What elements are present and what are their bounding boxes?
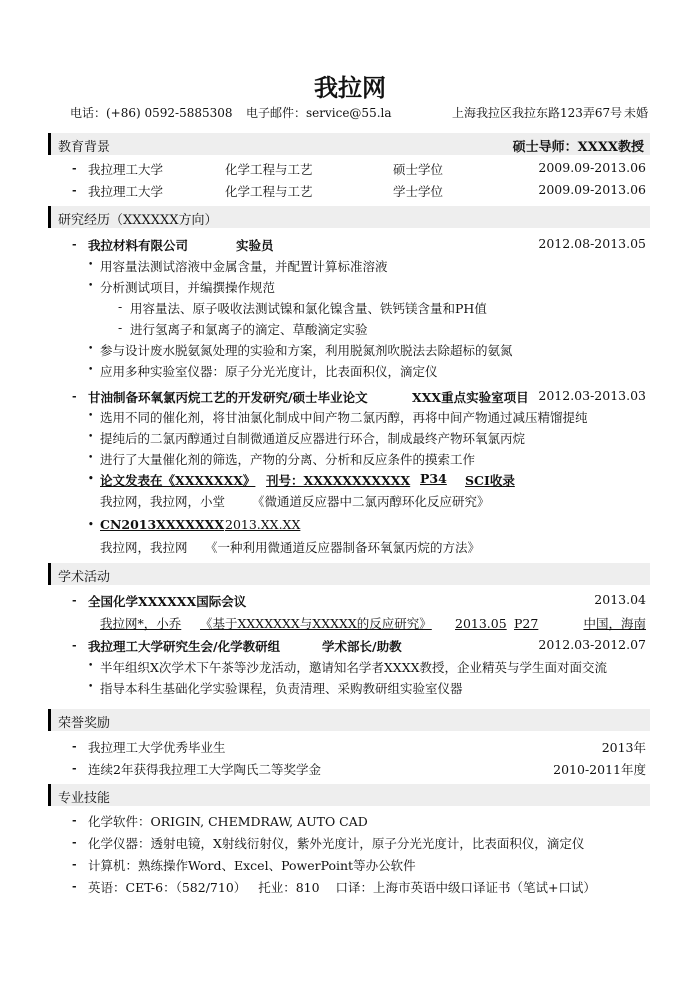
dash-bullet: -	[72, 184, 77, 197]
dash-bullet: -	[72, 162, 77, 175]
dot-bullet: •	[88, 281, 94, 291]
edu-major: 化学工程与工艺	[225, 184, 313, 199]
section-title: 研究经历（XXXXXX方向）	[58, 213, 218, 228]
dash-bullet: -	[72, 740, 77, 753]
club-bullet: 指导本科生基础化学实验课程，负责清理、采购教研组实验室仪器	[100, 681, 463, 696]
exp-bullet: 应用多种实验室仪器：原子分光光度计，比表面积仪，滴定仪	[100, 364, 438, 379]
skill-item: 化学软件：ORIGIN, CHEMDRAW, AUTO CAD	[88, 814, 368, 829]
edu-school: 我拉理工大学	[88, 184, 164, 199]
dot-bullet: •	[88, 453, 94, 463]
conf-name: 全国化学XXXXXX国际会议	[88, 594, 247, 609]
honor-date: 2010-2011年度	[553, 762, 646, 777]
dash-bullet: -	[72, 390, 77, 403]
dot-bullet: •	[88, 411, 94, 421]
exp-role: 实验员	[236, 238, 274, 253]
club-bullet: 半年组织X次学术下午茶等沙龙活动，邀请知名学者XXXX教授，企业精英与学生面对面交流	[100, 660, 607, 675]
dot-bullet: •	[88, 432, 94, 442]
skill-item: 计算机：熟练操作Word、Excel、PowerPoint等办公软件	[88, 858, 416, 873]
dot-bullet: •	[88, 661, 94, 671]
club-name: 我拉理工大学研究生会/化学教研组	[88, 639, 281, 654]
dot-bullet: •	[88, 365, 94, 375]
dash-bullet: -	[72, 858, 77, 871]
section-title: 学术活动	[58, 570, 111, 585]
dot-bullet: •	[88, 260, 94, 270]
conf-place: 中国，海南	[583, 616, 646, 631]
exp2-lab: XXX重点实验室项目	[412, 390, 529, 405]
exp-bullet: 用容量法测试溶液中金属含量，并配置计算标准溶液	[100, 259, 388, 274]
honor-text: 连续2年获得我拉理工大学陶氏二等奖学金	[88, 762, 321, 777]
edu-major: 化学工程与工艺	[225, 162, 313, 177]
section-skills	[48, 784, 650, 806]
pub-issue: 刊号：XXXXXXXXXXX	[266, 473, 411, 488]
section-title: 教育背景	[58, 140, 111, 155]
section-research	[48, 206, 650, 228]
section-honors	[48, 709, 650, 731]
conf-paper: 《基于XXXXXXX与XXXXX的反应研究》	[200, 616, 432, 631]
pub-journal: 论文发表在《XXXXXXX》	[100, 473, 256, 488]
advisor-text: 硕士导师：XXXX教授	[512, 140, 644, 155]
edu-date: 2009.09-2013.06	[538, 182, 646, 197]
club-role: 学术部长/助教	[322, 639, 402, 654]
exp-bullet: 分析测试项目，并编撰操作规范	[100, 280, 276, 295]
exp2-bullet: 提纯后的二氯丙醇通过自制微通道反应器进行环合，制成最终产物环氧氯丙烷	[100, 431, 526, 446]
section-title: 专业技能	[58, 791, 111, 806]
patent-date: 2013.XX.XX	[225, 517, 301, 532]
edu-degree: 学士学位	[393, 184, 444, 199]
exp-subbullet: 用容量法、原子吸收法测试镍和氯化镍含量、铁钙镁含量和PH值	[130, 301, 487, 316]
section-academic	[48, 563, 650, 585]
dot-bullet: •	[88, 520, 94, 530]
exp-date: 2012.08-2013.05	[538, 236, 646, 251]
phone-text: 电话：(+86) 0592-5885308	[70, 106, 233, 120]
skill-item: 英语：CET-6：（582/710） 托业：810 口译：上海市英语中级口译证书（笔试+口试）	[88, 880, 596, 895]
dash-bullet: -	[72, 814, 77, 827]
conf-page: P27	[514, 616, 539, 631]
exp-subbullet: 进行氢离子和氯离子的滴定、草酸滴定实验	[130, 322, 368, 337]
section-title: 荣誉奖励	[58, 716, 111, 731]
edu-date: 2009.09-2013.06	[538, 160, 646, 175]
exp2-date: 2012.03-2013.03	[538, 388, 646, 403]
address-text: 上海我拉区我拉东路123弄67号	[452, 106, 623, 120]
honor-date: 2013年	[601, 740, 646, 755]
dash-bullet: -	[72, 836, 77, 849]
conf-authors: 我拉网*，小乔	[100, 616, 182, 631]
section-education	[48, 133, 650, 155]
conf-date: 2013.04	[594, 592, 646, 607]
dash-bullet: -	[118, 320, 123, 335]
exp2-title: 甘油制备环氧氯丙烷工艺的开发研究/硕士毕业论文	[88, 390, 368, 405]
patent-title: 《一种利用微通道反应器制备环氧氯丙烷的方法》	[205, 540, 481, 555]
skill-item: 化学仪器：透射电镜，X射线衍射仪，紫外光度计，原子分光光度计，比表面积仪，滴定仪	[88, 836, 585, 851]
pub-authors: 我拉网，我拉网，小堂	[100, 494, 226, 509]
dash-bullet: -	[72, 594, 77, 607]
email-text: 电子邮件：service@55.la	[246, 106, 392, 120]
dot-bullet: •	[88, 682, 94, 692]
patent-number: CN2013XXXXXXX	[100, 517, 225, 532]
patent-authors: 我拉网，我拉网	[100, 540, 188, 555]
dash-bullet: -	[72, 880, 77, 893]
honor-text: 我拉理工大学优秀毕业生	[88, 740, 226, 755]
dot-bullet: •	[88, 344, 94, 354]
resume-name: 我拉网	[314, 73, 386, 102]
pub-page: P34	[420, 471, 447, 486]
dot-bullet: •	[88, 474, 94, 484]
pub-title: 《微通道反应器中二氯丙醇环化反应研究》	[252, 494, 490, 509]
edu-degree: 硕士学位	[393, 162, 444, 177]
exp2-bullet: 选用不同的催化剂，将甘油氯化制成中间产物二氯丙醇，再将中间产物通过减压精馏提纯	[100, 410, 588, 425]
club-date: 2012.03-2012.07	[538, 637, 646, 652]
dash-bullet: -	[72, 639, 77, 652]
marital-text: 未婚	[624, 106, 649, 120]
conf-paper-date: 2013.05	[455, 616, 507, 631]
dash-bullet: -	[118, 299, 123, 314]
dash-bullet: -	[72, 762, 77, 775]
dash-bullet: -	[72, 238, 77, 251]
exp-bullet: 参与设计废水脱氨氮处理的实验和方案，利用脱氮剂吹脱法去除超标的氨氮	[100, 343, 513, 358]
pub-sci: SCI收录	[465, 473, 515, 488]
edu-school: 我拉理工大学	[88, 162, 164, 177]
exp2-bullet: 进行了大量催化剂的筛选，产物的分离、分析和反应条件的摸索工作	[100, 452, 476, 467]
exp-org: 我拉材料有限公司	[88, 238, 189, 253]
